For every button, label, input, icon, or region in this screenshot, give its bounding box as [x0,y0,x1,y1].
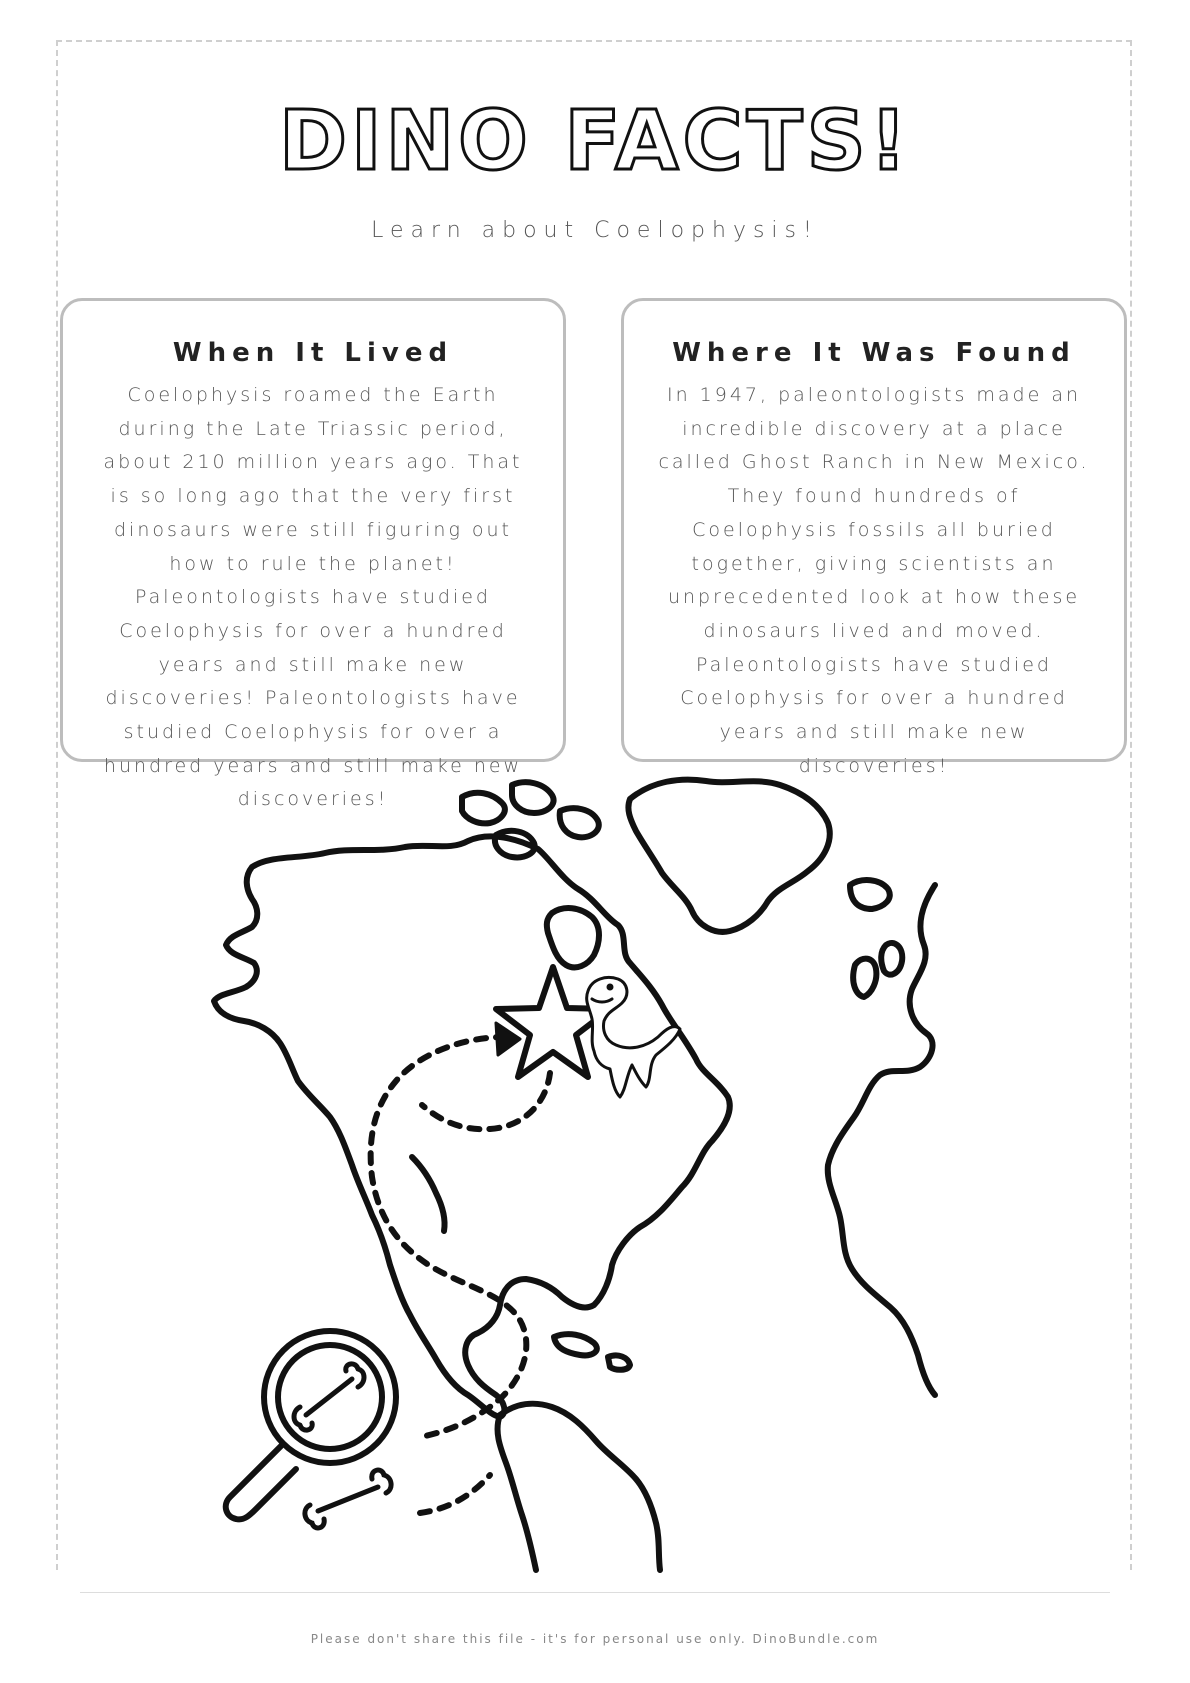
british-isles-outline [853,943,902,997]
iceland-outline [850,880,890,909]
bone-outline-icon [305,1470,391,1528]
hudson-bay-outline [547,908,599,967]
page-title: DINO FACTS! [278,94,912,189]
footer-divider [80,1592,1110,1593]
fact-card-heading: When It Lived [172,338,454,368]
greenland-outline [628,780,829,932]
dashed-path-return [422,1073,550,1129]
caribbean-islands-outline [554,1334,630,1370]
fact-card-when-it-lived [60,298,566,811]
footer-notice: Please don't share this file - it's for personal use only. DinoBundle.com [310,1632,880,1646]
fact-card-where-it-was-found [621,298,1127,777]
world-map-illustration [200,775,1005,1575]
fact-card-body: In 1947, paleontologists made an incredible discovery at a place called Ghost Ranch in New Mexico. They found hundreds of Coelophysis fossils all buried together, giving scientists an unprecedented look at how these dinosaurs lived and moved. Paleontologists have studied Coelophysis for over a hundred years and still make new discoveries! [658,384,1090,777]
fact-card-body: Coelophysis roamed the Earth during the Late Triassic period, about 210 million years ago. That is so long ago that the very first dinosaurs were still figuring out how to rule the planet! Paleontologists have studied Coelophysis for over a hundred years and still make new discoveries! Paleontologists have studied Coelophysis for over a hundred years and still make new discoveries! [103,384,523,811]
south-america-outline [500,1404,660,1570]
dinosaur-outline-icon [587,978,680,1098]
fact-card-heading: Where It Was Found [672,338,1076,368]
page-subtitle: Learn about Coelophysis! [371,218,819,243]
dashed-path-bottom [420,1475,490,1513]
